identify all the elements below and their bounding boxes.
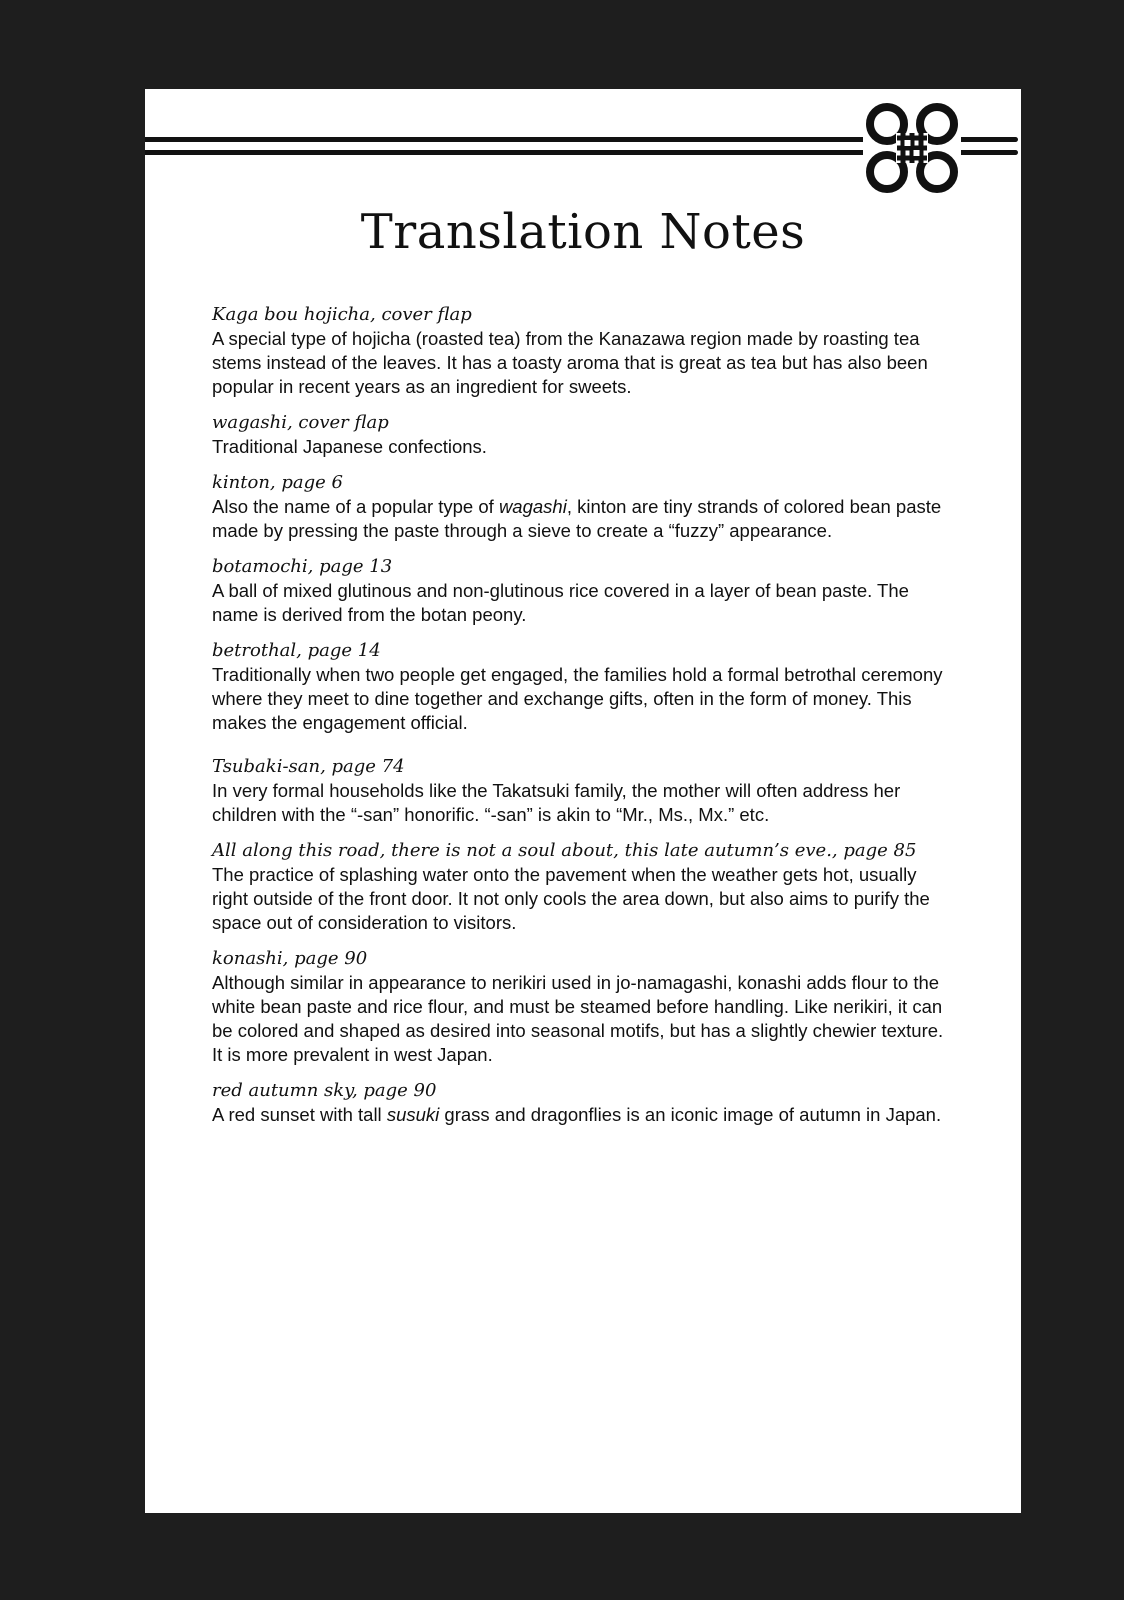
note-heading: konashi, page 90 [212, 948, 368, 969]
note-kaga-bou-hojicha [212, 303, 957, 399]
note-heading: kinton, page 6 [212, 472, 343, 493]
note-body: Traditional Japanese confections. [212, 436, 487, 457]
note-body: Although similar in appearance to nerikiri used in jo-namagashi, konashi adds flour to the white bean paste and rice flour, and must be steamed before handling. Like nerikiri, it can be colored and shaped as desired into seasonal motifs, but has a slightly chewier texture. It is more prevalent in west Japan. [212, 972, 944, 1065]
note-body: A special type of hojicha (roasted tea) from the Kanazawa region made by roasting tea stems instead of the leaves. It has a toasty aroma that is great as tea but has also been popular in recent years as an ingredient for sweets. [212, 328, 928, 397]
note-heading: betrothal, page 14 [212, 640, 381, 661]
note-tsubaki-san [212, 755, 957, 827]
note-body-text: A red sunset with tall [212, 1104, 387, 1125]
note-heading: botamochi, page 13 [212, 556, 393, 577]
note-body: A ball of mixed glutinous and non-glutinous rice covered in a layer of bean paste. The name is derived from the botan peony. [212, 580, 909, 625]
note-kinton [212, 471, 957, 543]
note-wagashi [212, 411, 957, 459]
note-body-text: grass and dragonflies is an iconic image of autumn in Japan. [439, 1104, 942, 1125]
note-body-text: , kinton are tiny strands of colored bean paste made by pressing the paste through a sieve to create a “fuzzy” appearance. [212, 496, 942, 541]
note-body [212, 495, 957, 543]
note-body: In very formal households like the Takatsuki family, the mother will often address her children with the “-san” honorific. “-san” is akin to “Mr., Ms., Mx.” etc. [212, 780, 901, 825]
note-body-emphasis: wagashi [498, 496, 567, 517]
page-sheet [145, 89, 1021, 1513]
note-heading: wagashi, cover flap [212, 412, 389, 433]
note-heading: red autumn sky, page 90 [212, 1080, 437, 1101]
notes-list [212, 303, 957, 1139]
note-all-along-this-road [212, 839, 957, 935]
note-konashi [212, 947, 957, 1067]
note-body-text: Also the name of a popular type of [212, 496, 499, 517]
header-rule-bottom-left [145, 150, 870, 155]
header-rule-top-left [145, 137, 870, 142]
note-betrothal [212, 639, 957, 735]
note-heading: Tsubaki-san, page 74 [212, 756, 405, 777]
note-heading: Kaga bou hojicha, cover flap [212, 304, 472, 325]
note-body [212, 1103, 957, 1127]
note-body: The practice of splashing water onto the pavement when the weather gets hot, usually right outside of the front door. It not only cools the area down, but also aims to purify the space out of consideration to visitors. [212, 864, 930, 933]
knot-crest-icon [863, 100, 961, 196]
page-title: Translation Notes [360, 204, 806, 260]
note-body: Traditionally when two people get engaged, the families hold a formal betrothal ceremony where they meet to dine together and exchange gifts, often in the form of money. This makes the engagement official. [212, 664, 943, 733]
note-body-emphasis: susuki [386, 1104, 440, 1125]
note-red-autumn-sky [212, 1079, 957, 1127]
note-heading: All along this road, there is not a soul about, this late autumn’s eve., page 85 [212, 840, 917, 861]
header-rule-top-right [953, 137, 1018, 142]
header-rule-bottom-right [953, 150, 1018, 155]
note-botamochi [212, 555, 957, 627]
